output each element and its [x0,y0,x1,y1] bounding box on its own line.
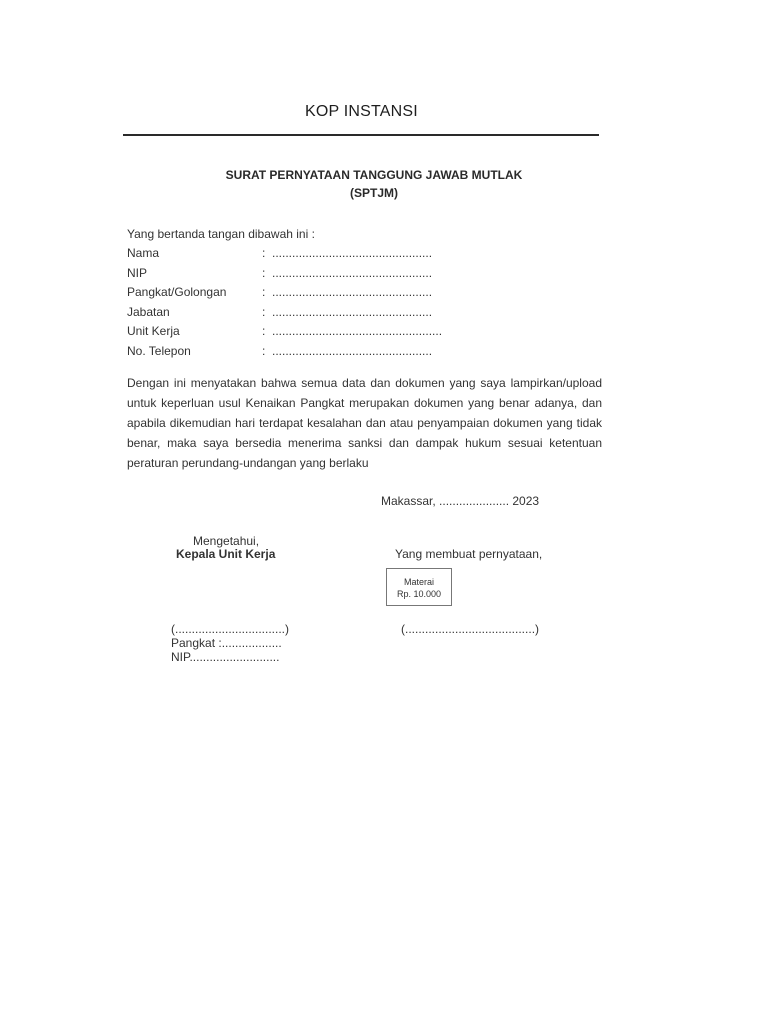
field-label-unit-kerja: Unit Kerja [127,324,180,338]
stamp-duty-label: Materai [403,577,434,587]
document-title-line2: (SPTJM) [350,186,398,200]
letterhead-divider [123,134,599,136]
field-colon: : [262,285,266,299]
field-dots: ................................................ [272,344,433,358]
stamp-duty-box [386,568,452,606]
document-title [0,166,748,202]
field-colon: : [262,305,266,319]
field-label-jabatan: Jabatan [127,305,170,319]
field-dots: ................................................ [272,305,433,319]
field-value-pangkat [262,285,432,299]
field-value-nama [262,246,432,260]
field-value-telepon [262,344,432,358]
field-colon: : [262,344,266,358]
field-value-nip [262,266,432,280]
field-colon: : [262,246,266,260]
head-of-unit-title: Kepala Unit Kerja [176,547,276,561]
intro-text: Yang bertanda tangan dibawah ini : [127,227,315,241]
field-value-jabatan [262,305,432,319]
left-signatory-pangkat: Pangkat :.................. [171,636,282,650]
right-signatory-name: (.......................................) [401,622,540,636]
field-label-telepon: No. Telepon [127,344,191,358]
field-colon: : [262,266,266,280]
field-dots: ................................................ [272,246,433,260]
field-colon: : [262,324,266,338]
field-label-pangkat: Pangkat/Golongan [127,285,227,299]
known-by-label: Mengetahui, [193,534,260,548]
left-signatory-name: (.................................) [171,622,290,636]
statement-paragraph: Dengan ini menyatakan bahwa semua data dan dokumen yang saya lampirkan/upload untuk keperluan usul Kenaikan Pangkat merupakan dokumen yang benar adanya, dan apabila dikemudian hari terdapat kesalahan dan atau penyampaian dokumen yang tidak benar, maka saya bersedia menerima sanksi dan dampak hukum sesuai ketentuan peraturan perundang-undangan yang berlaku [127,376,602,470]
field-dots: ................................................... [272,324,443,338]
document-title-line1: SURAT PERNYATAAN TANGGUNG JAWAB MUTLAK [225,168,523,182]
field-dots: ................................................ [272,285,433,299]
letterhead-title: KOP INSTANSI [305,103,418,120]
field-label-nip: NIP [127,266,148,280]
field-value-unit-kerja [262,324,442,338]
left-signatory-nip: NIP........................... [171,650,280,664]
declarant-title: Yang membuat pernyataan, [395,547,543,561]
place-date: Makassar, ..................... 2023 [381,494,540,508]
field-dots: ................................................ [272,266,433,280]
stamp-duty-amount: Rp. 10.000 [396,589,442,599]
field-label-nama: Nama [127,246,160,260]
